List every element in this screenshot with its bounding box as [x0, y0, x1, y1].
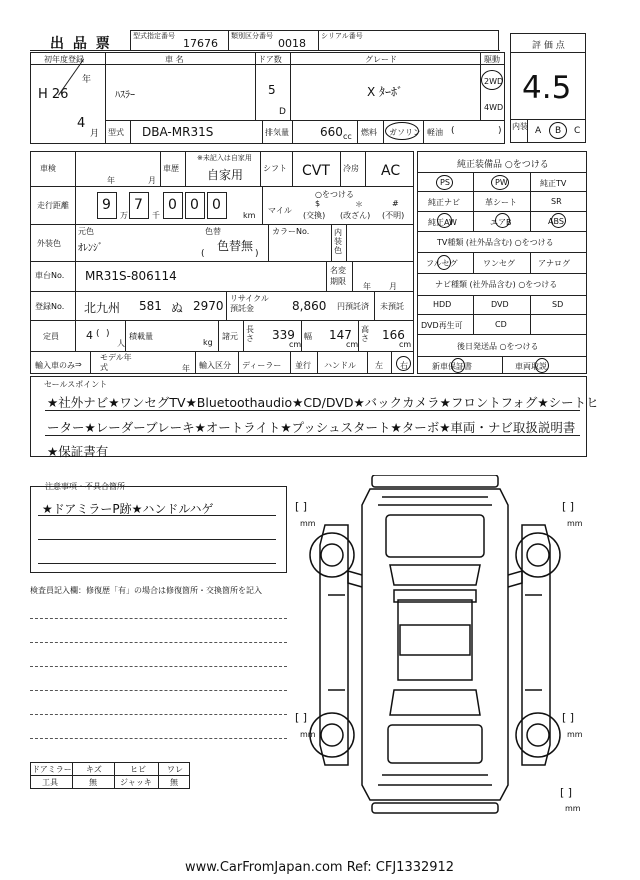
car-name-label: 車 名 — [165, 55, 184, 64]
door-type: D — [279, 107, 286, 117]
mile-label: マイル — [268, 206, 292, 215]
first-reg-label: 初年度登録 — [44, 55, 84, 64]
navi-cd: CD — [495, 320, 507, 329]
sheet-title: 出 品 票 — [50, 36, 112, 52]
load-label: 積載量 — [129, 332, 153, 341]
doors-label: ドア数 — [258, 55, 282, 64]
fuel-label: 燃料 — [361, 128, 377, 137]
sales-point-line: ★社外ナビ★ワンセグTV★Bluetoothaudio★CD/DVD★バックカメラ★フロントフォグ★シートヒ — [47, 395, 599, 410]
car-damage-diagram — [290, 475, 590, 815]
grade: X ﾀｰﾎﾞ — [367, 85, 404, 99]
load-unit: kg — [203, 338, 213, 347]
oil-label: 軽油 — [427, 128, 443, 137]
serial-label: シリアル番号 — [321, 32, 363, 40]
model-code-label: 型式指定番号 — [133, 32, 175, 40]
recycle-unit: 円預託済 — [337, 302, 369, 311]
width-unit: cm — [346, 340, 359, 349]
measure-bracket: [ ] — [562, 711, 575, 724]
navi-dvd: DVD — [491, 300, 509, 309]
equip-tv: 純正TV — [540, 179, 567, 188]
grade-label: グレード — [365, 55, 397, 64]
selected-circle — [549, 122, 567, 139]
selected-circle — [436, 175, 453, 190]
first-reg-year: H 26 — [38, 87, 69, 102]
dealer: ディーラー — [242, 361, 282, 370]
cc-unit: cc — [343, 132, 352, 141]
color-label: 外装色 — [37, 239, 61, 248]
unit-sen: 千 — [152, 211, 160, 220]
height-unit: cm — [399, 340, 412, 349]
first-reg-month: 4 — [77, 116, 86, 131]
reg-number: 2970 — [193, 299, 224, 313]
reg-label: 登録No. — [35, 302, 65, 311]
drive-2wd: 2WD — [484, 77, 504, 86]
legend-cell: ジャッキ — [120, 778, 152, 787]
month-unit: 月 — [90, 129, 100, 139]
measure-bracket: [ ] — [295, 711, 308, 724]
model-year-unit: 年 — [182, 364, 190, 373]
equip-ps: PS — [440, 178, 450, 187]
orig-color-label: 元色 — [78, 227, 94, 236]
selected-circle — [451, 358, 465, 373]
selected-circle — [491, 175, 509, 190]
length-unit: cm — [289, 340, 302, 349]
class-code-label: 類別区分番号 — [231, 32, 273, 40]
width-label: 幅 — [304, 332, 312, 341]
tv-fullseg: フルセグ — [426, 259, 458, 268]
later-items-label: 後日発送品 ○をつける — [457, 342, 539, 351]
year-unit: 年 — [82, 75, 92, 85]
shaken-year-unit: 年 — [107, 176, 115, 185]
height-label: 高さ — [361, 325, 369, 343]
legend-cell: 工具 — [42, 778, 58, 787]
reg-area: 北九州 — [84, 301, 121, 315]
selected-circle — [437, 255, 451, 270]
equip-abs: ABS — [548, 217, 564, 226]
model-year-label: モデル年式 — [100, 353, 132, 372]
orig-color: ｵﾚﾝｼﾞ — [78, 243, 103, 254]
legend-header: ドアミラー — [32, 765, 72, 774]
legend-header: ワレ — [167, 765, 183, 774]
selected-circle — [481, 70, 503, 90]
unknown: (不明) — [382, 211, 405, 220]
mm-unit: mm — [565, 804, 581, 813]
mileage-digit: 0 — [168, 197, 177, 213]
recycle-label: リサイクル預託金 — [230, 294, 269, 313]
mileage-label: 走行距離 — [37, 201, 69, 210]
shaken-label: 車検 — [40, 164, 56, 173]
exchange-symbol: $ — [315, 199, 321, 208]
footer-watermark: www.CarFromJapan.com Ref: CFJ1332912 — [185, 860, 455, 875]
displacement-label: 排気量 — [265, 128, 289, 137]
equip-aw: 純正AW — [428, 218, 457, 227]
equip-navi: 純正ナビ — [428, 198, 460, 207]
sales-points-box — [30, 376, 587, 457]
unpaid-label: 未預託 — [380, 302, 404, 311]
chassis-label: 車台No. — [35, 271, 65, 280]
equip-airbag: エアB — [490, 218, 512, 227]
later-warranty: 新車保証書 — [432, 362, 472, 371]
selected-circle — [437, 213, 452, 228]
navi-sd: SD — [552, 300, 564, 309]
measure-bracket: [ ] — [560, 786, 573, 799]
drive-4wd: 4WD — [484, 103, 504, 112]
navi-hdd: HDD — [433, 300, 452, 309]
legend-header: キズ — [86, 765, 102, 774]
color-change: 色替無 — [217, 239, 254, 253]
interior-label: 内装 — [512, 122, 528, 131]
color-change-label: 色替 — [205, 227, 221, 236]
recycle-amount: 8,860 — [292, 299, 327, 313]
drive-label: 駆動 — [484, 55, 500, 64]
factory-equipment-label: 純正装備品 ○をつける — [457, 160, 549, 170]
reg-kana: ぬ — [171, 301, 184, 315]
measure-bracket: [ ] — [295, 500, 308, 513]
legend-cell: 無 — [89, 778, 97, 787]
sales-points-label: セールスポイント — [44, 380, 108, 389]
mm-unit: mm — [567, 730, 583, 739]
notes-label: 注意事項・不具合箇所 — [45, 482, 125, 491]
interior-grade-b: B — [555, 126, 562, 136]
parallel: 並行 — [295, 361, 311, 370]
nc-year-unit: 年 — [363, 282, 371, 291]
mileage-digit: 7 — [134, 197, 143, 213]
nc-month-unit: 月 — [389, 282, 397, 291]
use-note: ※未記入は自家用 — [197, 154, 252, 162]
doors: 5 — [268, 83, 276, 97]
interior-color-label: 内装色 — [334, 228, 342, 255]
capacity-unit: 人 — [117, 339, 125, 348]
mm-unit: mm — [567, 519, 583, 528]
handle-right: 右 — [400, 361, 408, 370]
model-code: 17676 — [183, 37, 218, 50]
vehicle-use: 自家用 — [207, 168, 244, 182]
height: 166 — [382, 328, 405, 342]
car-name: ﾊｽﾗｰ — [115, 90, 135, 101]
score-value: 4.5 — [522, 70, 572, 106]
navi-dvd-play: DVD再生可 — [421, 321, 463, 330]
length: 339 — [272, 328, 295, 342]
selected-circle — [551, 213, 566, 228]
displacement: 660 — [320, 125, 343, 139]
selected-circle — [385, 122, 419, 140]
sales-point-line: ★保証書有 — [47, 444, 109, 459]
handle-left: 左 — [375, 361, 383, 370]
length-label: 長さ — [246, 325, 254, 343]
fuel-gasoline: ガソリン — [389, 128, 421, 137]
equip-sr: SR — [551, 197, 562, 206]
mileage-digit: 9 — [102, 197, 111, 213]
capacity: 4 — [86, 329, 93, 342]
circle-note: ○をつける — [315, 190, 354, 199]
tv-oneseg: ワンセグ — [483, 259, 515, 268]
tv-analog: アナログ — [538, 259, 570, 268]
shift-label: シフト — [263, 164, 287, 173]
note-line: ★ドアミラーP跡★ハンドルハゲ — [42, 502, 214, 516]
import-class-label: 輸入区分 — [199, 361, 231, 370]
mileage-digit: 0 — [212, 197, 221, 213]
selected-circle — [495, 213, 510, 228]
import-label: 輸入車のみ — [35, 361, 75, 370]
class-code: 0018 — [278, 37, 306, 50]
ac: AC — [381, 163, 401, 179]
mm-unit: mm — [300, 519, 316, 528]
tamper-symbol: ＊ — [355, 200, 363, 209]
use-label: 車歴 — [163, 164, 179, 173]
tamper: (改ざん) — [340, 211, 371, 220]
reg-class: 581 — [139, 299, 162, 313]
interior-grade-c: C — [574, 126, 581, 136]
shaken-month-unit: 月 — [148, 176, 156, 185]
interior-grade-a: A — [535, 126, 542, 136]
inspector-label: 検査員記入欄：修復歴「有」の場合は修復箇所・交換箇所を記入 — [30, 586, 262, 595]
ac-label: 冷房 — [343, 164, 359, 173]
equip-pw: PW — [495, 178, 508, 187]
unit-km: km — [243, 211, 256, 220]
measure-bracket: [ ] — [562, 500, 575, 513]
score-label: 評 価 点 — [532, 41, 565, 51]
mm-unit: mm — [300, 730, 316, 739]
selected-circle — [396, 356, 411, 371]
sales-point-line: ーター★レーダーブレーキ★オートライト★プッシュスタート★ターボ★車両・ナビ取扱説明書 — [47, 420, 576, 435]
width: 147 — [329, 328, 352, 342]
mileage-digit: 0 — [190, 197, 199, 213]
navi-type-label: ナビ種類 (社外品含む) ○をつける — [435, 280, 558, 289]
dims-label: 諸元 — [222, 332, 238, 341]
later-manual: 車両取説 — [515, 362, 547, 371]
chassis-number: MR31S-806114 — [85, 269, 177, 283]
shift: CVT — [302, 163, 330, 179]
type-label: 型式 — [108, 128, 124, 137]
name-change-label: 名変期限 — [330, 266, 346, 286]
legend-header: ヒビ — [130, 765, 146, 774]
color-no-label: カラーNo. — [272, 227, 310, 236]
handle-label: ハンドル — [324, 361, 356, 370]
legend-cell: 無 — [170, 778, 178, 787]
capacity-label: 定員 — [43, 332, 59, 341]
exchange: (交換) — [303, 211, 326, 220]
equip-leather: 革シート — [485, 198, 517, 207]
unit-man: 万 — [120, 211, 128, 220]
unknown-symbol: # — [392, 199, 399, 208]
selected-circle — [535, 358, 549, 373]
tv-type-label: TV種類 (社外品含む) ○をつける — [437, 238, 554, 247]
vehicle-type: DBA-MR31S — [142, 125, 214, 139]
